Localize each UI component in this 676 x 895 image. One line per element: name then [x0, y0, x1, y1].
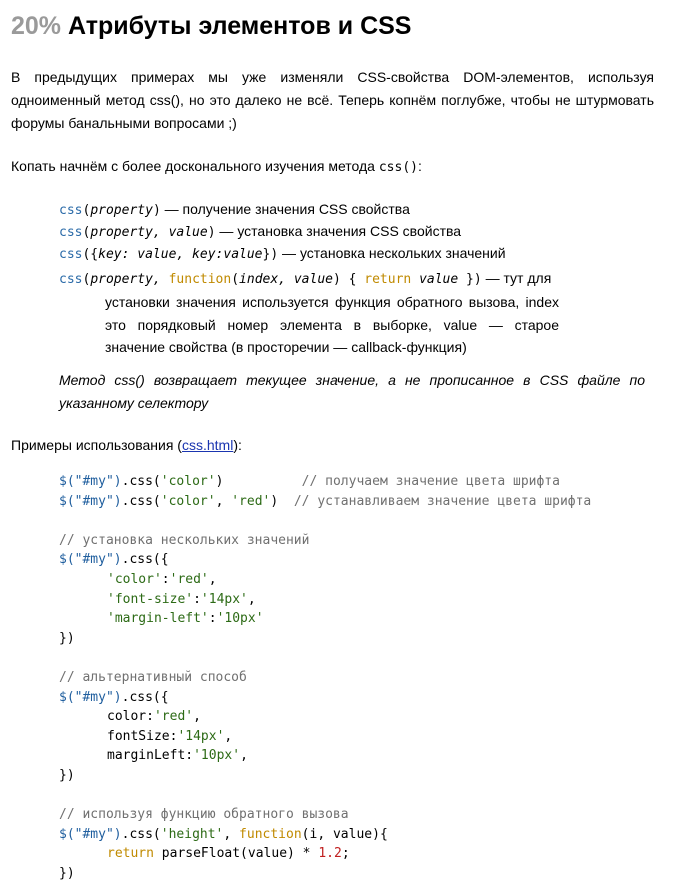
- page-title: [11, 9, 412, 43]
- code-line: [59, 474, 560, 489]
- code-string: 'color': [160, 493, 216, 509]
- sig-open: (: [82, 203, 91, 218]
- code-selector: $("#my"): [59, 689, 122, 705]
- sig-name: css: [59, 272, 83, 287]
- intro-paragraph: В предыдущих примерах мы уже изменяли CSS-свойства DOM-элементов, используя одноименный метод css(), но это далеко не всё. Теперь копнём поглубже, чтобы не штурмовать форумы банальными вопросами ;): [11, 69, 654, 131]
- code-string: 'height': [160, 826, 224, 842]
- sig-close: ): [207, 225, 216, 240]
- code-selector: $("#my"): [59, 552, 122, 568]
- sig-open: ({: [82, 247, 99, 262]
- sig-open: (: [82, 225, 91, 240]
- sig-fn-open: (: [231, 272, 240, 287]
- code-key: fontSize: [107, 728, 170, 744]
- code-line: [59, 690, 169, 705]
- code-brace: {: [160, 689, 169, 705]
- sig-desc: — установка нескольких значений: [278, 245, 506, 261]
- code-selector: $("#my"): [59, 474, 122, 489]
- code-css-call: .css(: [121, 552, 161, 568]
- sig-args: property: [90, 203, 153, 218]
- method-intro-colon: :: [418, 158, 422, 174]
- code-block: $("#my").css('color') // получаем значение цвета шрифта $("#my").css('color', 'red') // устанавливаем значение цвета шрифта // установка нескольких значений $("#my").css({ 'color':'red', 'font-size':'14px', 'margin-left':'10px' }) // альтернативный способ $("#my").css({ color:'red', fontSize:'14px', marginLeft:'10px', }) // используя функцию обратного вызова $("#my").css('height', function(i, value){ return parseFloat(value) * 1.2; }): [59, 474, 592, 881]
- code-string: 'red': [169, 571, 209, 587]
- code-comment: // альтернативный способ: [59, 669, 247, 685]
- signature-list: [59, 199, 619, 359]
- method-intro-code: css(): [378, 160, 418, 175]
- code-string: '10px': [193, 748, 241, 764]
- code-selector: $("#my"): [59, 826, 122, 842]
- code-end: }): [59, 865, 75, 881]
- sig-desc: — тут для: [481, 270, 552, 286]
- code-params: (i, value){: [301, 826, 388, 842]
- sig-function-keyword: function: [168, 272, 232, 287]
- code-string: 'color': [107, 571, 162, 587]
- method-intro-text: Копать начнём с более досконального изучения метода: [11, 158, 379, 174]
- code-paren: ): [215, 474, 224, 489]
- code-line: [59, 494, 591, 509]
- code-css-call: .css(: [121, 689, 161, 705]
- signature-item: [59, 243, 619, 265]
- code-key: color: [107, 709, 147, 725]
- sig-name: css: [59, 225, 83, 240]
- title-text: Атрибуты элементов и CSS: [61, 12, 412, 40]
- code-string: 'font-size': [107, 591, 194, 607]
- method-intro: [11, 155, 422, 179]
- sig-close: }): [262, 247, 279, 262]
- progress-percent: 20%: [11, 12, 62, 40]
- code-key: marginLeft: [107, 748, 186, 764]
- sig-args: property, value: [90, 225, 208, 240]
- sig-args: property,: [90, 272, 169, 287]
- code-css-call: .css(: [121, 826, 161, 842]
- code-sep: ,: [215, 493, 232, 509]
- note-paragraph: Метод css() возвращает текущее значение, а не прописанное в CSS файле по указанному селектору: [59, 372, 645, 411]
- code-end: }): [59, 630, 75, 646]
- code-string: '14px': [200, 591, 248, 607]
- code-number: 1.2: [318, 846, 342, 862]
- code-line: $("#my").css('height', function(i, value){: [59, 826, 388, 842]
- code-string: 'red': [153, 709, 194, 725]
- code-line: [59, 552, 169, 567]
- code-selector: $("#my"): [59, 493, 122, 509]
- sig-fn-args: index, value: [239, 272, 333, 287]
- code-paren: ): [270, 493, 279, 509]
- code-string: '10px': [216, 611, 264, 627]
- code-string: 'color': [160, 474, 216, 489]
- code-css-call: .css(: [121, 474, 161, 489]
- sig-name: css: [59, 203, 83, 218]
- code-string: 'margin-left': [107, 611, 209, 627]
- code-css-call: .css(: [121, 493, 161, 509]
- sig-return-value: value: [411, 272, 459, 287]
- sig-end: }): [458, 272, 482, 287]
- code-keyword: function: [239, 826, 302, 842]
- code-comment: // используя функцию обратного вызова: [59, 807, 349, 823]
- signature-item: [59, 199, 619, 221]
- code-comment: // получаем значение цвета шрифта: [301, 474, 560, 489]
- sig-desc: — установка значения CSS свойства: [215, 223, 462, 239]
- sig-args: key: value, key:value: [98, 247, 263, 262]
- sig-open: (: [82, 272, 91, 287]
- sig-desc: — получение значения CSS свойства: [160, 201, 410, 217]
- sig-close: ): [152, 203, 161, 218]
- code-string: '14px': [177, 728, 225, 744]
- code-comment: // установка нескольких значений: [59, 532, 310, 548]
- code-expression: parseFloat(value) *: [153, 846, 319, 862]
- sig-fn-close: ) {: [332, 272, 365, 287]
- examples-heading: [11, 434, 242, 457]
- signature-item: [59, 267, 619, 291]
- code-string: 'red': [231, 493, 271, 509]
- example-file-link[interactable]: css.html: [181, 437, 234, 453]
- sig-return-keyword: return: [364, 272, 412, 287]
- code-end: }): [59, 767, 75, 783]
- examples-text: Примеры использования (: [11, 437, 182, 453]
- code-keyword: return: [107, 846, 154, 862]
- sig-name: css: [59, 247, 83, 262]
- code-comment: // устанавливаем значение цвета шрифта: [293, 493, 592, 509]
- examples-close: ):: [233, 437, 242, 453]
- signature-item: [59, 221, 619, 243]
- code-semicolon: ;: [341, 846, 350, 862]
- signature-description: установки значения используется функция обратного вызова, index это порядковый номер элемента в выборке, value — старое значение свойства (в просторечии — callback-функция): [105, 294, 559, 355]
- code-brace: {: [160, 552, 169, 568]
